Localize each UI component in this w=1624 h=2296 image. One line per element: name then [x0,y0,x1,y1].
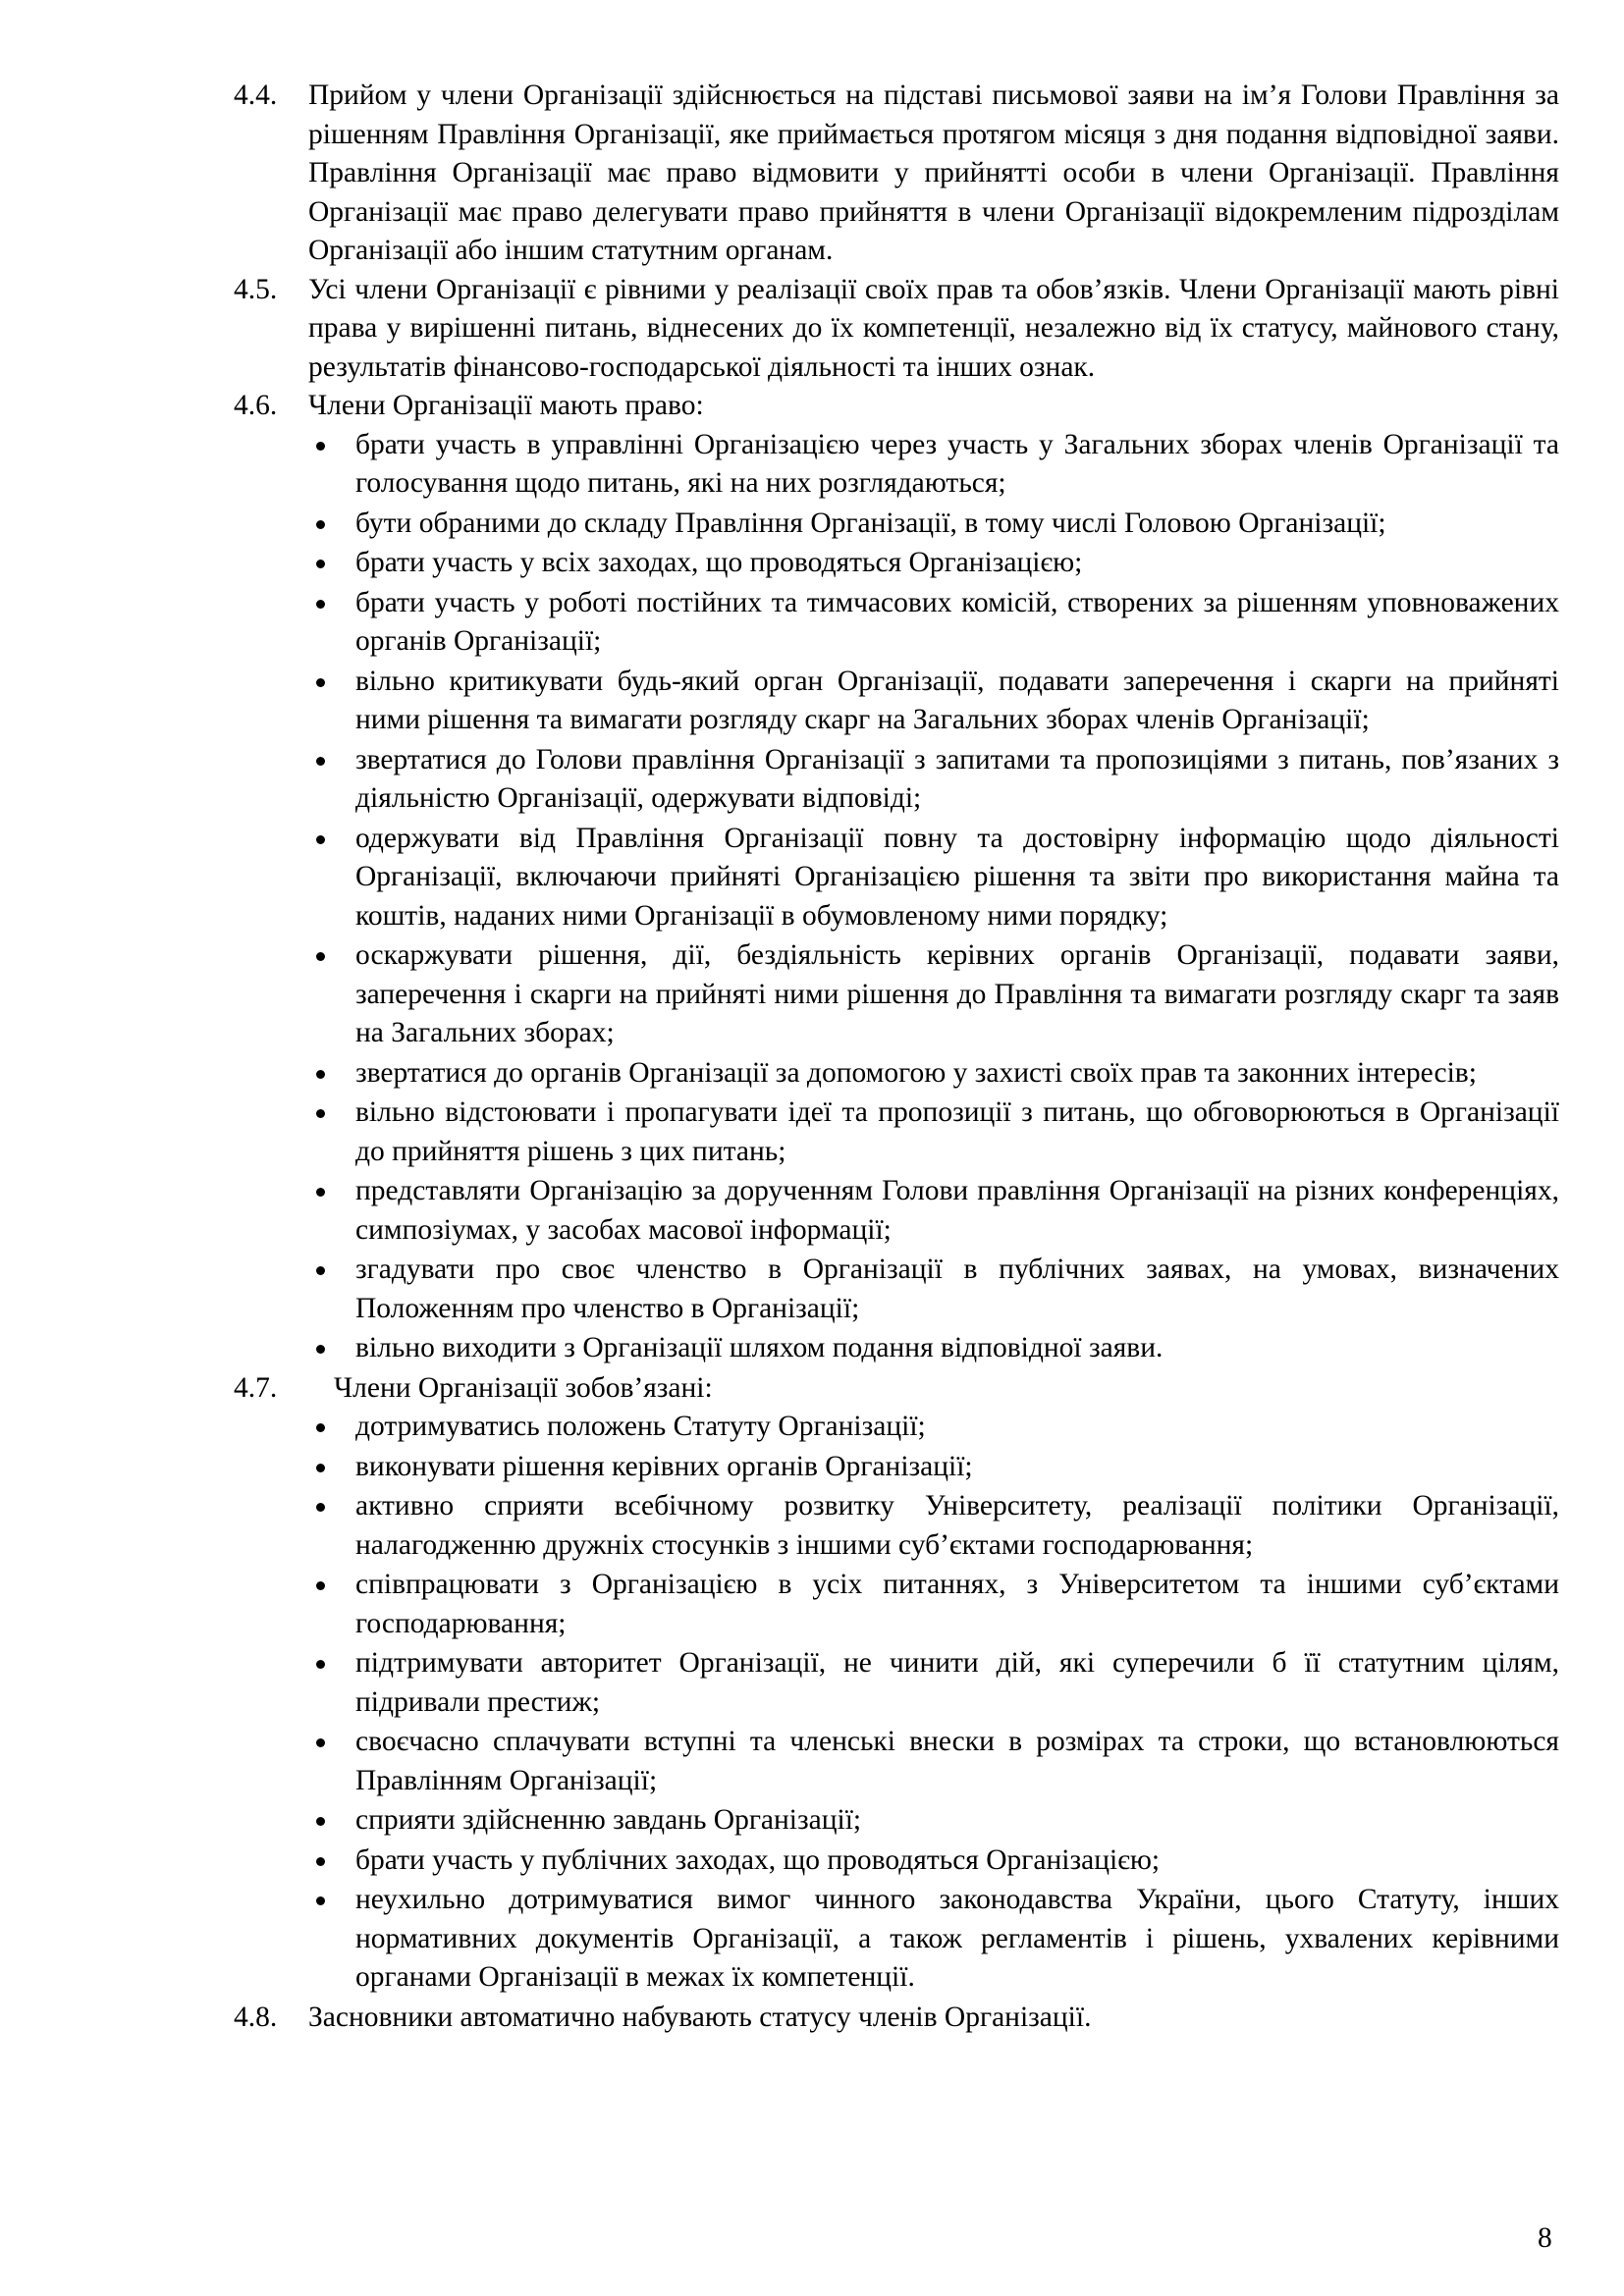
list-item: вільно відстоювати і пропагувати ідеї та пропозиції з питань, що обговорюються в Організації до прийняття рішень з цих питань; [308,1094,1559,1171]
list-item: вільно виходити з Організації шляхом подання відповідної заяви. [308,1329,1559,1368]
list-item: співпрацювати з Організацією в усіх питаннях, з Університетом та іншими суб’єктами господарювання; [308,1566,1559,1643]
page-number: 8 [1538,2222,1552,2254]
section-number: 4.6. [234,390,278,421]
section-4-7 [234,1369,1559,1409]
section-number: 4.4. [234,80,278,111]
list-item: звертатися до органів Організації за допомогою у захисті своїх прав та законних інтересів; [308,1054,1559,1094]
list-item: звертатися до Голови правління Організації з запитами та пропозиціями з питань, пов’язаних з діяльністю Організації, одержувати відповіді; [308,741,1559,819]
list-item: сприяти здійсненню завдань Організації; [308,1801,1559,1841]
section-4-4 [234,77,1559,271]
document-body [234,77,1559,2037]
list-item: представляти Організацію за дорученням Голови правління Організації на різних конференціях, симпозіумах, у засобах масової інформації; [308,1172,1559,1250]
list-item: одержувати від Правління Організації повну та достовірну інформацію щодо діяльності Організації, включаючи прийняті Організацією рішення та звіти про використання майна та коштів, наданих ними Організації в обумовленому ними порядку; [308,820,1559,936]
section-text: Прийом у члени Організації здійснюється на підставі письмової заяви на ім’я Голови Правління за рішенням Правління Організації, яке приймається протягом місяця з дня подання відповідної заяви. Правління Організації має право відмовити у прийнятті особи в члени Організації. Правління Організації має право делегувати право прийняття в члени Організації відокремленим підрозділам Організації або іншим статутним органам. [308,80,1559,266]
list-item: активно сприяти всебічному розвитку Університету, реалізації політики Організації, налагодженню дружніх стосунків з іншими суб’єктами господарювання; [308,1487,1559,1565]
section-text: Засновники автоматично набувають статусу членів Організації. [308,2001,1092,2033]
list-item: вільно критикувати будь-який орган Організації, подавати заперечення і скарги на прийняті ними рішення та вимагати розгляду скарг на Загальних зборах членів Організації; [308,663,1559,740]
list-item: виконувати рішення керівних органів Організації; [308,1448,1559,1487]
list-item: оскаржувати рішення, дії, бездіяльність керівних органів Організації, подавати заяви, заперечення і скарги на прийняті ними рішення до Правління та вимагати розгляду скарг та заяв на Загальних зборах; [308,936,1559,1053]
list-item: брати участь у публічних заходах, що проводяться Організацією; [308,1842,1559,1881]
list-item: неухильно дотримуватися вимог чинного законодавства України, цього Статуту, інших нормативних документів Організації, а також регламентів і рішень, ухвалених керівними органами Організації в межах їх компетенції. [308,1881,1559,1998]
section-text: Усі члени Організації є рівними у реалізації своїх прав та обов’язків. Члени Організації мають рівні права у вирішенні питань, віднесених до їх компетенції, незалежно від їх статусу, майнового стану, результатів фінансово-господарської діяльності та інших ознак. [308,273,1559,383]
list-item: бути обраними до складу Правління Організації, в тому числі Головою Організації; [308,505,1559,544]
section-4-8 [234,1999,1559,2038]
section-number: 4.7. [234,1371,278,1404]
list-item: брати участь у всіх заходах, що проводяться Організацією; [308,544,1559,583]
list-item: підтримувати авторитет Організації, не чинити дій, які суперечили б її статутним цілям, підривали престиж; [308,1644,1559,1722]
list-item: своєчасно сплачувати вступні та членські внески в розмірах та строки, що встановлюються Правлінням Організації; [308,1723,1559,1800]
list-item: дотримуватись положень Статуту Організації; [308,1408,1559,1447]
section-number: 4.5. [234,273,278,305]
list-item: згадувати про своє членство в Організації в публічних заявах, на умовах, визначених Положенням про членство в Організації; [308,1251,1559,1328]
section-title: Члени Організації зобов’язані: [334,1371,713,1404]
duties-list [308,1408,1559,1998]
section-title: Члени Організації мають право: [308,390,704,421]
section-number: 4.8. [234,2001,278,2033]
list-item: брати участь в управлінні Організацією через участь у Загальних зборах членів Організації та голосування щодо питань, які на них розглядаються; [308,426,1559,504]
section-4-6 [234,387,1559,426]
rights-list [308,426,1559,1368]
section-4-5 [234,271,1559,388]
list-item: брати участь у роботі постійних та тимчасових комісій, створених за рішенням уповноважених органів Організації; [308,584,1559,662]
